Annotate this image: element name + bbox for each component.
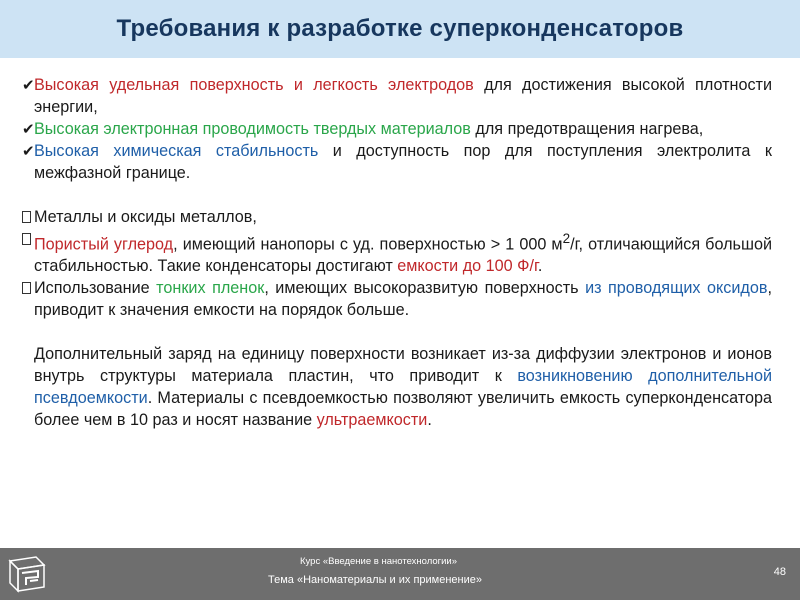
box-item — [22, 206, 772, 228]
title-bar — [0, 0, 800, 58]
slide-content — [22, 74, 772, 431]
check-item — [22, 74, 772, 118]
box-list — [22, 206, 772, 321]
box-item-text — [22, 206, 772, 228]
check-item — [22, 118, 772, 140]
check-item-text — [22, 118, 772, 140]
highlight-green: тонких пленок — [156, 279, 265, 298]
text-run: , приводит к значения емкости на порядок больше. — [34, 279, 772, 320]
check-item — [22, 140, 772, 184]
text-run: . Материалы с псевдоемкостью позволяют увеличить емкость суперконденсатора более чем в 10 раз и носят название — [34, 389, 772, 430]
text-run: /г, отличающийся большой стабильностью. Такие конденсаторы достигают — [34, 235, 772, 276]
text-run: Использование — [34, 279, 157, 298]
text-run: . — [427, 411, 432, 430]
highlight-blue: из проводящих оксидов — [585, 279, 768, 298]
empty-square-bullet-icon — [22, 282, 31, 294]
check-mark-icon: ✔ — [22, 142, 35, 160]
page-number: 48 — [773, 566, 786, 578]
highlight-green: Высокая электронная проводимость твердых материалов — [34, 120, 471, 138]
text-run: для предотвращения нагрева, — [470, 120, 704, 138]
footer-bar — [0, 548, 800, 600]
text-run: , имеющий нанопоры с уд. поверхностью > 1 000 м — [173, 235, 563, 254]
empty-square-bullet-icon — [22, 233, 31, 245]
empty-square-bullet-icon — [22, 211, 31, 223]
text-run: , имеющих высокоразвитую поверхность — [264, 279, 586, 298]
highlight-blue: возникновению дополнительной псевдоемкости — [34, 367, 772, 408]
box-item — [22, 228, 772, 277]
pseudocapacitance-paragraph — [22, 343, 772, 431]
text-run: и доступность пор для поступления электролита к межфазной границе. — [34, 142, 772, 182]
check-list — [22, 74, 772, 184]
highlight-red: емкости до 100 Ф/г — [397, 257, 538, 276]
slide-title: Требования к разработке суперконденсаторов — [116, 15, 684, 42]
highlight-red: Пористый углерод — [34, 235, 174, 254]
check-mark-icon: ✔ — [22, 120, 35, 138]
box-item — [22, 277, 772, 321]
footer-course: Курс «Введение в нанотехнологии» — [300, 556, 458, 567]
text-run: Металлы и оксиды металлов, — [34, 208, 257, 226]
check-item-text — [22, 140, 772, 184]
superscript: 2 — [562, 231, 571, 246]
footer-topic: Тема «Наноматериалы и их применение» — [268, 574, 483, 586]
check-item-text — [22, 74, 772, 118]
box-item-text — [22, 277, 772, 321]
highlight-red: ультраемкости — [316, 411, 428, 430]
text-run: . — [537, 257, 543, 276]
highlight-blue: Высокая химическая стабильность — [34, 142, 319, 160]
text-run: для достижения высокой плотности энергии, — [34, 76, 772, 116]
course-logo-icon — [6, 553, 48, 595]
highlight-red: Высокая удельная поверхность и легкость электродов — [34, 76, 474, 94]
check-mark-icon: ✔ — [22, 76, 35, 94]
text-run: Дополнительный заряд на единицу поверхности возникает из-за диффузии электронов и ионов внутрь структуры материала пластин, что приводит к — [34, 345, 772, 386]
box-item-text — [22, 228, 772, 277]
